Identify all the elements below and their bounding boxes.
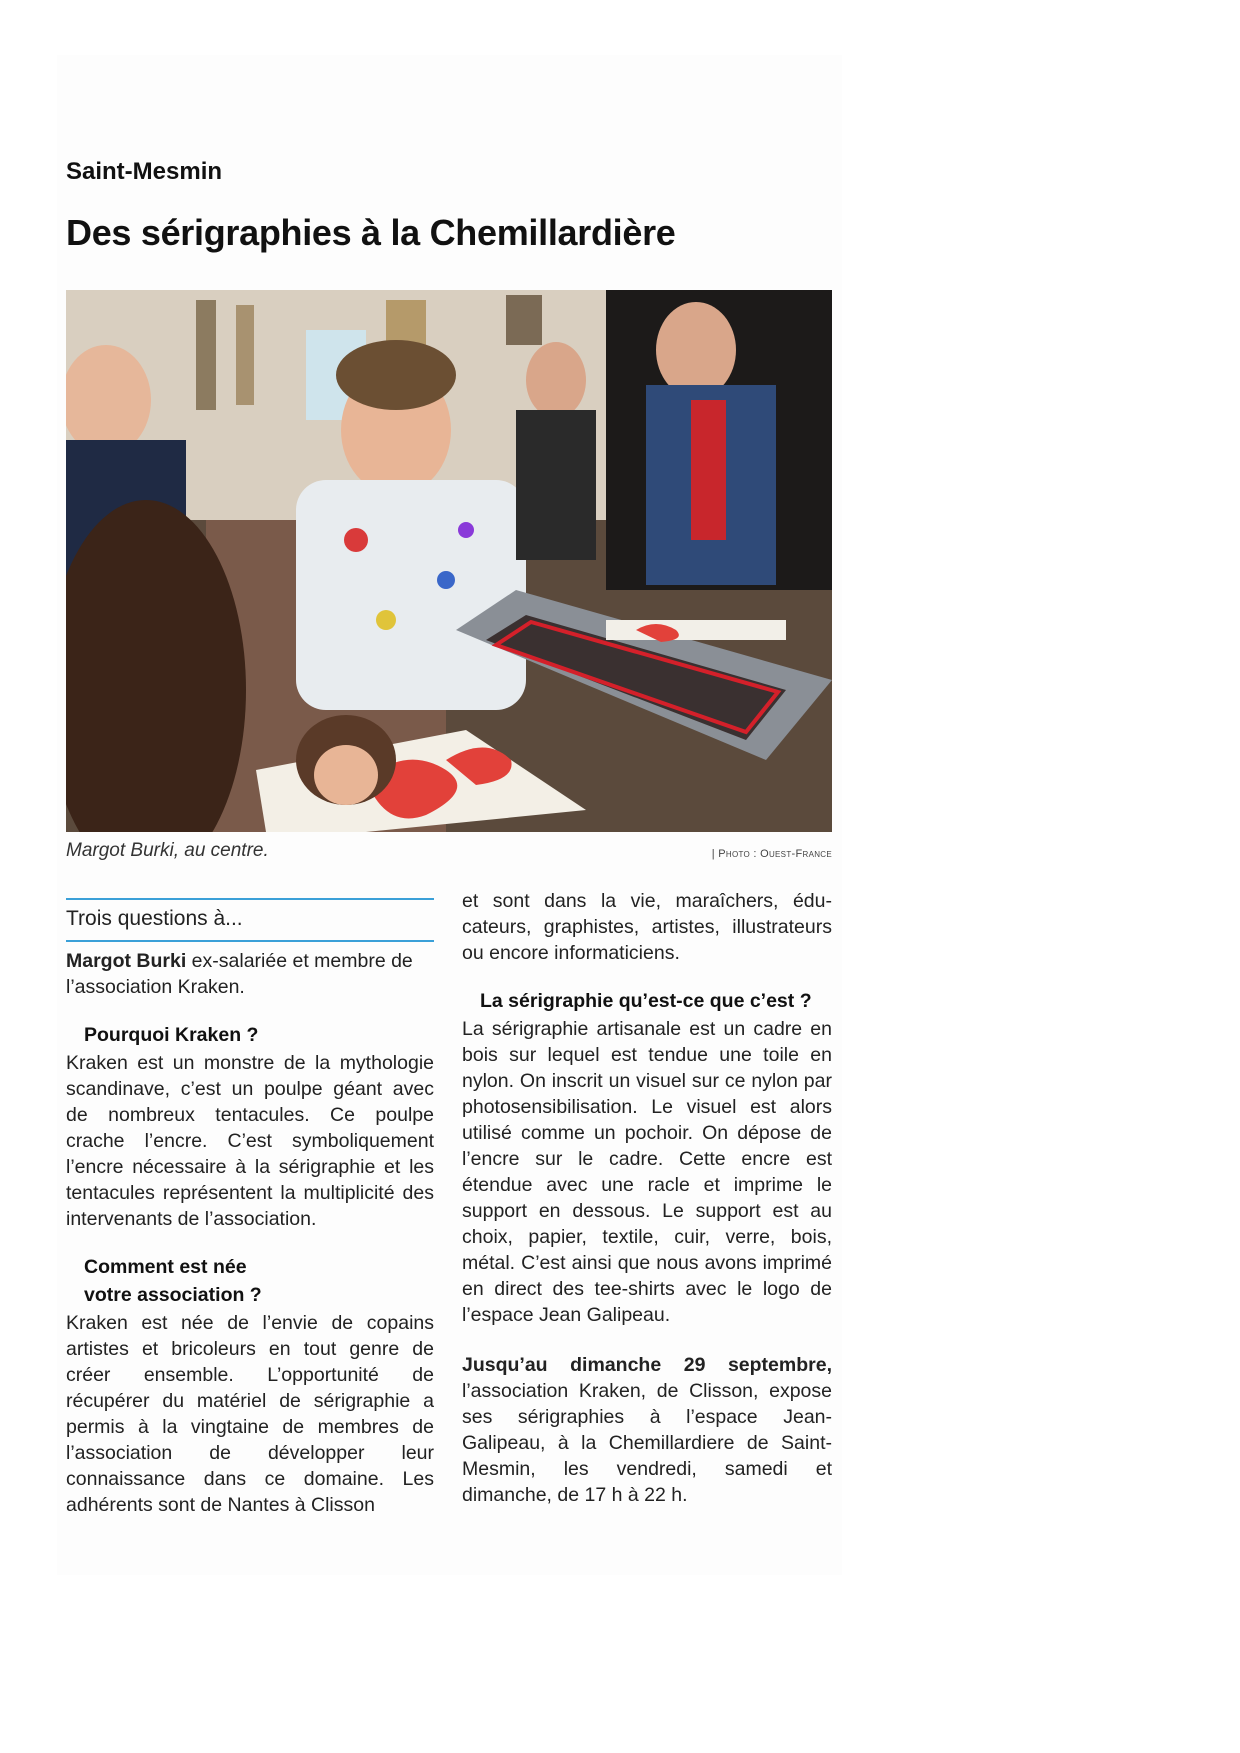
question-3: La sérigraphie qu’est-ce que c’est ? — [480, 990, 812, 1012]
location-kicker: Saint-Mesmin — [66, 158, 223, 185]
interview-box-title: Trois questions à... — [66, 907, 243, 930]
answer-1: Kraken est un monstre de la mythologie scandinave, c’est un poulpe géant avec de nombreux tentacules. Ce poulpe crache l’encre. C’est symboliquement l’encre nécessaire à la sérigraphie et les tentacules représentent la multiplicité des intervenants de l’association. — [66, 1052, 434, 1230]
event-details: l’association Kraken, de Clisson, expose ses sérigraphies à l’espace Jean-Galipeau, à la Chemillardiere de Saint-Mesmin, les vendredi, samedi et dimanche, de 17 h à 22 h. — [462, 1380, 832, 1506]
left-column — [66, 898, 434, 1518]
interviewee-name: Margot Burki — [66, 950, 187, 972]
box-top-rule — [66, 898, 434, 900]
photo-caption: Margot Burki, au centre. — [66, 840, 269, 861]
question-1: Pourquoi Kraken ? — [84, 1024, 259, 1046]
article-photo — [66, 290, 832, 832]
answer-3: La sérigraphie artisanale est un cadre en bois sur lequel est tendue une toile en nylon. On inscrit un visuel sur ce nylon par photosensibilisation. Le visuel est alors utilisé comme un pochoir. On dépose de l’encre sur le cadre. Cette encre est étendue avec une racle et imprime le support en dessous. Le support est au choix, papier, textile, cuir, verre, bois, métal. C’est ainsi que nous avons imprimé en direct des tee-shirts avec le logo de l’espace Jean Galipeau. — [462, 1018, 832, 1326]
interviewee-role: ex-salariée et membre de l’association Kraken. — [66, 950, 413, 998]
interviewee-intro — [66, 948, 434, 1000]
answer-2: Kraken est née de l’envie de copains artistes et bricoleurs en tout genre de créer ensemble. L’opportunité de récupérer du matériel de sérigraphie a permis à la vingtaine de membres de l’association de développer leur connaissance dans ce domaine. Les adhérents sont de Nantes à Clisson — [66, 1312, 434, 1516]
answer-2-continued: et sont dans la vie, maraîchers, éducateurs, graphistes, artistes, illustrateurs ou encore informaticiens. — [462, 890, 832, 964]
photo-credit: | Photo : Ouest-France — [711, 848, 832, 860]
article-headline: Des sérigraphies à la Chemillardière — [66, 212, 676, 253]
box-bottom-rule — [66, 940, 434, 942]
question-2-line-1: Comment est née — [84, 1256, 247, 1278]
question-2-line-2: votre association ? — [84, 1284, 262, 1306]
photo-illustration — [66, 290, 832, 832]
right-column — [462, 888, 832, 1508]
event-date-lead: Jusqu’au dimanche 29 septembre, — [462, 1354, 832, 1376]
event-info — [462, 1352, 832, 1508]
